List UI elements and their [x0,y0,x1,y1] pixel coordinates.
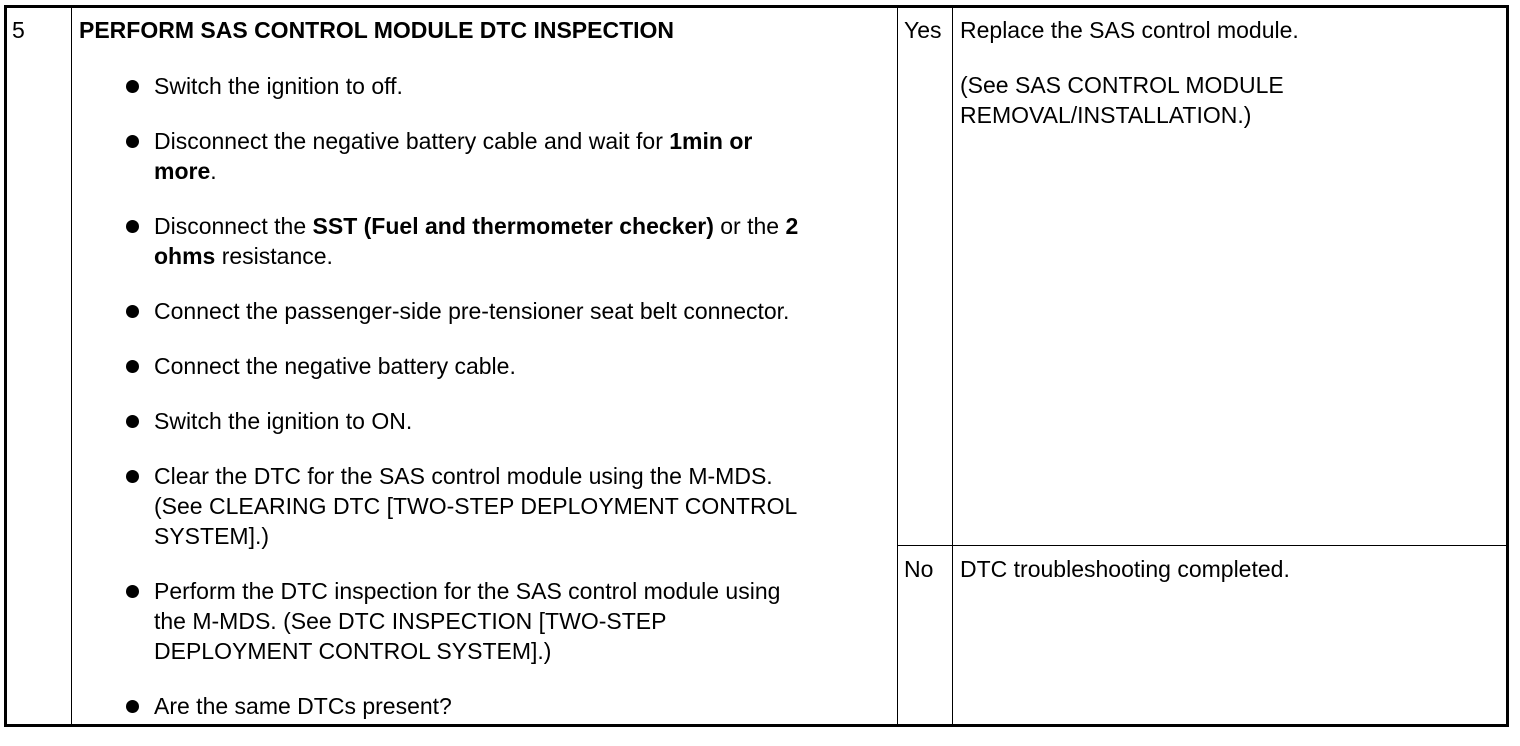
step-line [154,211,817,241]
step-text: Disconnect the [154,213,313,239]
bullet-icon [126,700,139,713]
step-text: Clear the DTC for the SAS control module using the M-MDS. [154,463,773,489]
step-line [154,606,817,636]
yes-reference-line-2: REMOVAL/INSTALLATION.) [960,102,1252,128]
bullet-icon [126,585,139,598]
step-item [87,211,817,271]
step-line [154,576,817,606]
step-line [154,461,817,491]
step-item [87,691,817,721]
step-text: SYSTEM].) [154,523,270,549]
yes-reference-line-1: (See SAS CONTROL MODULE [960,72,1284,98]
step-text: Connect the negative battery cable. [154,353,516,379]
bullet-icon [126,220,139,233]
step-line [154,406,817,436]
step-number: 5 [12,17,25,43]
step-text: DEPLOYMENT CONTROL SYSTEM].) [154,638,552,664]
step-line [154,126,817,156]
step-line [154,691,817,721]
step-item [87,461,817,551]
bullet-icon [126,415,139,428]
step-text-bold: SST (Fuel and thermometer checker) [312,213,714,239]
step-text: Disconnect the negative battery cable and wait for [154,128,670,154]
step-text: Are the same DTCs present? [154,693,452,719]
step-text: the M-MDS. (See DTC INSPECTION [TWO-STEP [154,608,667,634]
step-text: Switch the ignition to off. [154,73,403,99]
step-item [87,406,817,436]
step-line [154,71,817,101]
bullet-icon [126,80,139,93]
column-divider-action [952,8,953,724]
inspection-table [4,5,1509,727]
step-line [154,491,817,521]
step-item [87,576,817,666]
step-text: Connect the passenger-side pre-tensioner seat belt connector. [154,298,790,324]
step-text-bold: ohms [154,243,216,269]
step-item [87,296,817,326]
step-item [87,126,817,186]
yes-action: Replace the SAS control module. [960,17,1299,43]
step-text: . [210,158,217,184]
step-list [87,71,817,746]
step-line [154,156,817,186]
step-text-bold: 2 [785,213,799,239]
no-action: DTC troubleshooting completed. [960,556,1290,582]
step-text: (See CLEARING DTC [TWO-STEP DEPLOYMENT CONTROL [154,493,798,519]
yes-label: Yes [904,17,942,43]
step-text: or the [713,213,786,239]
bullet-icon [126,135,139,148]
step-line [154,636,817,666]
step-text-bold: 1min or [669,128,753,154]
step-text: resistance. [215,243,333,269]
step-text: Perform the DTC inspection for the SAS control module using [154,578,781,604]
step-title: PERFORM SAS CONTROL MODULE DTC INSPECTION [79,17,675,43]
bullet-icon [126,470,139,483]
step-text-bold: more [154,158,211,184]
step-item [87,71,817,101]
bullet-icon [126,360,139,373]
step-text: Switch the ignition to ON. [154,408,413,434]
step-line [154,241,817,271]
row-divider-yes-no [897,545,1506,546]
step-line [154,351,817,381]
no-label: No [904,556,934,582]
column-divider-step [71,8,72,724]
step-item [87,351,817,381]
step-line [154,296,817,326]
step-line [154,521,817,551]
column-divider-result [897,8,898,724]
bullet-icon [126,305,139,318]
